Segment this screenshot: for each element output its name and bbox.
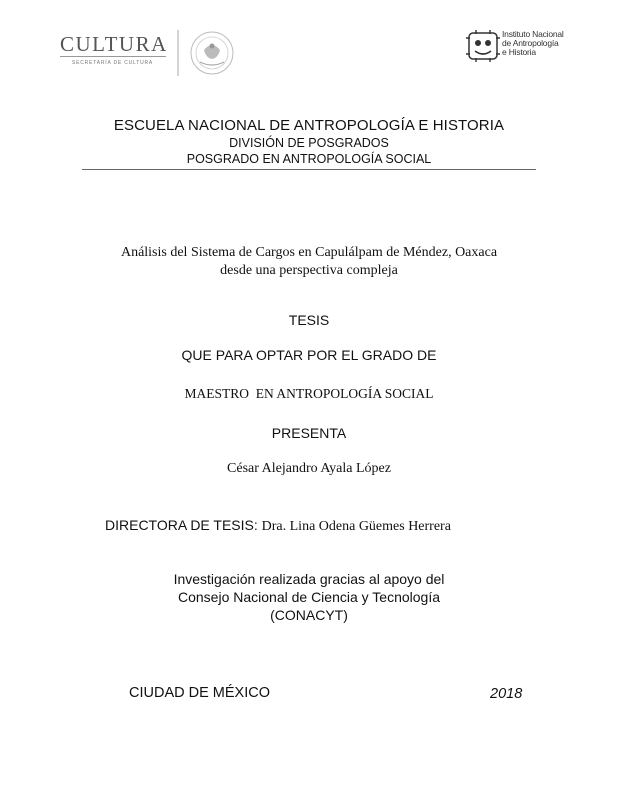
funding-line1: Investigación realizada gracias al apoyo del	[173, 571, 445, 587]
inah-name: Instituto Nacional de Antropología e Historia	[502, 29, 564, 57]
cultura-divider	[60, 56, 166, 57]
thesis-director	[105, 517, 451, 535]
cultura-subtitle: SECRETARÍA DE CULTURA	[72, 60, 154, 66]
director-label: DIRECTORA DE TESIS:	[105, 517, 258, 533]
inah-emblem-icon	[466, 30, 500, 62]
header-divider	[82, 169, 536, 170]
school-name: ESCUELA NACIONAL DE ANTROPOLOGÍA E HISTORIA	[113, 117, 505, 134]
degree-purpose: QUE PARA OPTAR POR EL GRADO DE	[181, 347, 437, 363]
program-name: POSGRADO EN ANTROPOLOGÍA SOCIAL	[186, 152, 432, 166]
cultura-logo	[60, 30, 240, 78]
inah-logo	[466, 28, 586, 68]
year: 2018	[490, 686, 523, 702]
document-type: TESIS	[288, 312, 330, 328]
division-name: DIVISIÓN DE POSGRADOS	[229, 136, 389, 150]
degree-name: MAESTRO EN ANTROPOLOGÍA SOCIAL	[184, 386, 434, 401]
thesis-title-line2: desde una perspectiva compleja	[220, 263, 398, 278]
funding-line2: Consejo Nacional de Ciencia y Tecnología	[177, 589, 440, 605]
presents-label: PRESENTA	[271, 425, 347, 441]
thesis-title-line1: Análisis del Sistema de Cargos en Capulálpam de Méndez, Oaxaca	[120, 245, 498, 260]
cultura-wordmark: CULTURA	[60, 32, 168, 56]
author-name: César Alejandro Ayala López	[227, 461, 391, 476]
director-name: Dra. Lina Odena Güemes Herrera	[261, 519, 451, 534]
mexico-seal-icon	[176, 28, 238, 78]
city-name: CIUDAD DE MÉXICO	[129, 685, 270, 701]
funding-line3: (CONACYT)	[270, 607, 348, 623]
